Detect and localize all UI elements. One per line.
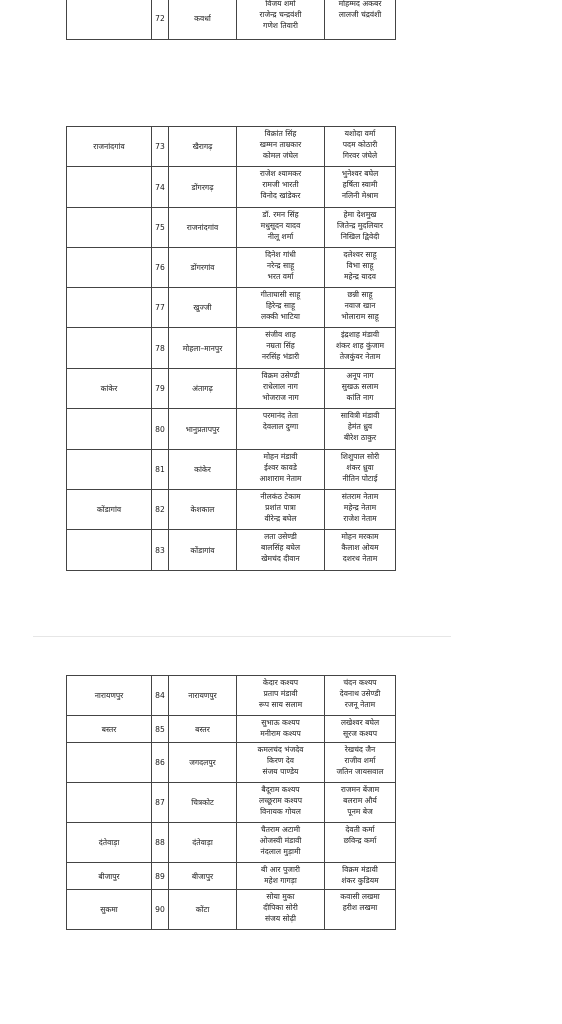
constituency-name-cell: अंतागढ़ <box>169 369 237 409</box>
candidate-name: हरीश लखमा <box>342 903 378 912</box>
candidate-name: कोमल जंघेल <box>262 151 299 160</box>
candidate-name: कवासी लखमा <box>340 892 380 901</box>
candidate-name: भोजराज नाग <box>262 393 299 402</box>
candidate-name: राजमन बेंजाम <box>340 785 380 794</box>
district-cell: नारायणपुर <box>67 676 152 716</box>
district-cell <box>67 288 152 328</box>
candidate-name: शिशुपाल सोरी <box>340 452 380 461</box>
table-row <box>67 328 396 369</box>
candidate-name: दिनेश गांधी <box>265 250 296 259</box>
candidate-name: जितेन्द्र मुदलियार <box>337 221 383 230</box>
table-row <box>67 530 396 571</box>
candidate-name: छन्नी साहू <box>347 290 373 299</box>
candidate-table-part-2 <box>66 126 396 571</box>
candidate-name: सुभाऊ कश्यप <box>261 718 300 727</box>
candidate-name: दलेश्वर साहू <box>343 250 377 259</box>
candidate-name: राजेश नेताम <box>343 514 377 523</box>
district-cell: राजनांदगांव <box>67 127 152 167</box>
candidate-name: बी आर पुजारी <box>261 865 300 874</box>
candidate-name: दीपिका सोरी <box>263 903 298 912</box>
constituency-name-cell: बीजापुर <box>169 863 237 890</box>
candidate-name: विभा साहू <box>346 261 374 270</box>
table-row <box>67 208 396 248</box>
candidate-list-cell-b <box>325 783 396 823</box>
table-row <box>67 369 396 409</box>
candidate-name: आशाराम नेताम <box>259 474 302 483</box>
candidate-name: केदार कश्यप <box>262 678 299 687</box>
candidate-name: मोहन मंडावी <box>263 452 298 461</box>
district-cell <box>67 328 152 369</box>
table-row <box>67 743 396 783</box>
candidate-name: मनीराम कश्यप <box>260 729 301 738</box>
candidate-name: नवाज खान <box>344 301 376 310</box>
candidate-name: रेखचंद जैन <box>344 745 376 754</box>
candidate-name: यशोदा वर्मा <box>344 129 376 138</box>
constituency-number-cell: 85 <box>152 716 169 743</box>
candidate-name: खम्मन ताम्रकार <box>259 140 302 149</box>
candidate-list-cell-b <box>325 743 396 783</box>
constituency-name-cell: केशकाल <box>169 490 237 530</box>
candidate-name: सावित्री मंडावी <box>340 411 380 420</box>
constituency-name-cell: कांकेर <box>169 450 237 490</box>
constituency-number-cell: 77 <box>152 288 169 328</box>
candidate-name: कैलाश ओयम <box>341 543 379 552</box>
district-cell: बीजापुर <box>67 863 152 890</box>
candidate-name: रामजी भारती <box>262 180 299 189</box>
candidate-name: खेमचंद दीवान <box>261 554 300 563</box>
constituency-name-cell: नारायणपुर <box>169 676 237 716</box>
constituency-number-cell: 82 <box>152 490 169 530</box>
constituency-number-cell: 79 <box>152 369 169 409</box>
candidate-name: नरसिंह भंडारी <box>261 352 300 361</box>
constituency-number-cell: 74 <box>152 167 169 208</box>
candidate-name: बालसिंह बघेल <box>261 543 300 552</box>
constituency-name-cell: जगदलपुर <box>169 743 237 783</box>
candidate-list-cell-a <box>237 167 325 208</box>
candidate-name: मोहन मरकाम <box>341 532 379 541</box>
candidate-name: नीलू शर्मा <box>267 232 294 241</box>
candidate-name: महेन्द्र नेताम <box>343 503 377 512</box>
candidate-name: नंदलाल मुड़ामी <box>260 847 301 856</box>
candidate-list-cell-b <box>325 863 396 890</box>
district-cell <box>67 248 152 288</box>
candidate-list-cell-a <box>237 743 325 783</box>
candidate-name: राजेश श्यामकर <box>259 169 302 178</box>
district-cell <box>67 783 152 823</box>
candidate-name: देवती कर्मा <box>345 825 375 834</box>
candidate-list-cell-b <box>325 890 396 930</box>
constituency-name-cell: मोहला–मानपुर <box>169 328 237 369</box>
constituency-name-cell: बस्तर <box>169 716 237 743</box>
candidate-list-cell-a <box>237 490 325 530</box>
candidate-name: नलिनी मेश्राम <box>341 191 379 200</box>
candidate-name: जतिन जायसवाल <box>336 767 384 776</box>
candidate-name: कमलचंद भंजदेव <box>257 745 304 754</box>
candidate-name: नीलकंठ टेकाम <box>260 492 301 501</box>
constituency-name-cell: डोंगरगांव <box>169 248 237 288</box>
candidate-list-cell-a <box>237 0 325 40</box>
district-cell: बस्तर <box>67 716 152 743</box>
table-row <box>67 248 396 288</box>
candidate-name: देवलाल दुग्गा <box>262 422 299 431</box>
candidate-list-cell-b <box>325 823 396 863</box>
constituency-name-cell: चित्रकोट <box>169 783 237 823</box>
candidate-list-cell-a <box>237 409 325 450</box>
constituency-number-cell: 84 <box>152 676 169 716</box>
candidate-name: हर्षिता स्वामी <box>342 180 378 189</box>
page-divider <box>33 636 451 637</box>
candidate-list-cell-a <box>237 716 325 743</box>
constituency-name-cell: खुज्जी <box>169 288 237 328</box>
candidate-name: प्रशांत पात्रा <box>265 503 296 512</box>
district-cell: कांकेर <box>67 369 152 409</box>
candidate-list-cell-b <box>325 0 396 40</box>
table-row <box>67 863 396 890</box>
candidate-name: नम्रता सिंह <box>266 341 295 350</box>
candidate-name: शंकर शाह कुंजाम <box>335 341 385 350</box>
table-row <box>67 716 396 743</box>
table-row <box>67 0 396 40</box>
table-row <box>67 127 396 167</box>
candidate-name: संतराम नेताम <box>341 492 379 501</box>
constituency-name-cell: खैरागढ़ <box>169 127 237 167</box>
candidate-name: बलराम और्य <box>343 796 377 805</box>
constituency-number-cell: 76 <box>152 248 169 288</box>
candidate-list-cell-a <box>237 890 325 930</box>
candidate-name: ओजस्वी मंडावी <box>259 836 302 845</box>
candidate-name: बीरेश ठाकुर <box>343 433 377 442</box>
constituency-number-cell: 72 <box>152 0 169 40</box>
candidate-name: विनायक गोयल <box>260 807 301 816</box>
candidate-name: हिरेन्द्र साहू <box>265 301 296 310</box>
table-row <box>67 409 396 450</box>
candidate-name: प्रताप मंडावी <box>263 689 298 698</box>
constituency-number-cell: 83 <box>152 530 169 571</box>
constituency-number-cell: 88 <box>152 823 169 863</box>
candidate-list-cell-a <box>237 208 325 248</box>
constituency-number-cell: 81 <box>152 450 169 490</box>
candidate-name: पूनम बेज <box>347 807 373 816</box>
candidate-name: नरेन्द्र साहू <box>266 261 295 270</box>
district-cell <box>67 409 152 450</box>
candidate-name: गिरवर जंघेले <box>342 151 378 160</box>
candidate-list-cell-b <box>325 409 396 450</box>
candidate-name: महेन्द्र यादव <box>344 272 376 281</box>
constituency-name-cell: डोंगरगढ़ <box>169 167 237 208</box>
constituency-number-cell: 78 <box>152 328 169 369</box>
candidate-name: लालजी चंद्रवंशी <box>338 10 382 19</box>
candidate-name: राधेलाल नाग <box>263 382 298 391</box>
candidate-name: दशरथ नेताम <box>342 554 378 563</box>
candidate-list-cell-b <box>325 450 396 490</box>
candidate-list-cell-a <box>237 369 325 409</box>
candidate-name: राजेन्द्र चन्द्रवंशी <box>259 10 302 19</box>
candidate-name: निखिल द्विवेदी <box>340 232 380 241</box>
candidate-name: सुखऊ सलाम <box>341 382 379 391</box>
candidate-name: लखेश्वर बघेल <box>340 718 380 727</box>
constituency-name-cell: राजनांदगांव <box>169 208 237 248</box>
constituency-name-cell: दंतेवाड़ा <box>169 823 237 863</box>
candidate-name: संजीव शाह <box>265 330 296 339</box>
candidate-list-cell-a <box>237 328 325 369</box>
candidate-list-cell-a <box>237 783 325 823</box>
candidate-name: भुनेश्वर बघेल <box>341 169 379 178</box>
candidate-name: भरत वर्मा <box>267 272 294 281</box>
candidate-name: मधुसूदन यादव <box>260 221 301 230</box>
candidate-name: विक्रांत सिंह <box>264 129 297 138</box>
district-cell <box>67 208 152 248</box>
candidate-name: शंकर कुडियम <box>341 876 379 885</box>
district-cell <box>67 743 152 783</box>
district-cell <box>67 530 152 571</box>
candidate-name: सोया मुका <box>266 892 295 901</box>
district-cell <box>67 167 152 208</box>
candidate-name: विनोद खांडेकर <box>260 191 301 200</box>
candidate-name: रजनू नेताम <box>344 700 376 709</box>
candidate-name: भोलाराम साहू <box>341 312 379 321</box>
candidate-list-cell-b <box>325 490 396 530</box>
constituency-name-cell: कवर्धा <box>169 0 237 40</box>
candidate-name: महेश गागड़ा <box>264 876 297 885</box>
district-cell: दंतेवाड़ा <box>67 823 152 863</box>
constituency-name-cell: भानुप्रतापपुर <box>169 409 237 450</box>
candidate-name: लता उसेण्डी <box>264 532 297 541</box>
table-row <box>67 890 396 930</box>
constituency-number-cell: 75 <box>152 208 169 248</box>
candidate-name: ईश्वर कावडे <box>264 463 297 472</box>
candidate-name: चंदन कश्यप <box>343 678 377 687</box>
candidate-name: लच्छूराम कश्यप <box>258 796 303 805</box>
candidate-name: सूरज कश्यप <box>342 729 378 738</box>
candidate-list-cell-a <box>237 530 325 571</box>
table-row <box>67 450 396 490</box>
candidate-list-cell-b <box>325 248 396 288</box>
candidate-list-cell-a <box>237 248 325 288</box>
district-cell: कोंडागांव <box>67 490 152 530</box>
district-cell <box>67 0 152 40</box>
candidate-name: शंकर ध्रुवा <box>346 463 374 472</box>
candidate-name: परमानंद तेता <box>262 411 299 420</box>
district-cell <box>67 450 152 490</box>
candidate-name: पदम कोठारी <box>342 140 378 149</box>
candidate-name: विजय शर्मा <box>265 0 296 8</box>
candidate-name: हेमंत ध्रुव <box>347 422 373 431</box>
candidate-list-cell-a <box>237 823 325 863</box>
candidate-name: किरण देव <box>266 756 295 765</box>
table-row <box>67 676 396 716</box>
candidate-name: हेमा देशमुख <box>343 210 377 219</box>
constituency-number-cell: 87 <box>152 783 169 823</box>
table-row <box>67 167 396 208</box>
candidate-list-cell-a <box>237 288 325 328</box>
candidate-name: विक्रम मंडावी <box>342 865 378 874</box>
candidate-list-cell-a <box>237 450 325 490</box>
candidate-list-cell-b <box>325 328 396 369</box>
candidate-name: चैतराम अटामी <box>260 825 301 834</box>
candidate-name: विक्रम उसेण्डी <box>261 371 300 380</box>
candidate-list-cell-b <box>325 167 396 208</box>
candidate-name: संजय पाण्डेय <box>262 767 299 776</box>
candidate-name: गणेश तिवारी <box>263 21 298 30</box>
candidate-name: राजीव शर्मा <box>344 756 376 765</box>
candidate-name: तेजकुंवर नेताम <box>339 352 381 361</box>
candidate-list-cell-b <box>325 676 396 716</box>
constituency-number-cell: 90 <box>152 890 169 930</box>
table-row <box>67 783 396 823</box>
candidate-name: इंद्रशाह मंडावी <box>340 330 380 339</box>
candidate-name: संजय सोढ़ी <box>265 914 296 923</box>
candidate-list-cell-b <box>325 530 396 571</box>
candidate-name: देवनाथ उसेण्डी <box>339 689 381 698</box>
constituency-name-cell: कोंडागांव <box>169 530 237 571</box>
candidate-name: कांति नाग <box>346 393 374 402</box>
candidate-name: डॉ. रमन सिंह <box>262 210 299 219</box>
candidate-name: छविन्द्र कर्मा <box>343 836 377 845</box>
candidate-list-cell-b <box>325 369 396 409</box>
candidate-table-part-3 <box>66 675 396 930</box>
constituency-name-cell: कोंटा <box>169 890 237 930</box>
candidate-list-cell-b <box>325 127 396 167</box>
candidate-list-cell-b <box>325 716 396 743</box>
candidate-name: मोहम्मद अकबर <box>338 0 382 8</box>
candidate-list-cell-b <box>325 208 396 248</box>
constituency-number-cell: 73 <box>152 127 169 167</box>
candidate-name: गीताघासी साहू <box>260 290 301 299</box>
candidate-name: बैदूराम कश्यप <box>261 785 300 794</box>
candidate-list-cell-a <box>237 676 325 716</box>
constituency-number-cell: 86 <box>152 743 169 783</box>
table-row <box>67 823 396 863</box>
constituency-number-cell: 89 <box>152 863 169 890</box>
candidate-list-cell-b <box>325 288 396 328</box>
candidate-name: वीरेन्द्र बघेल <box>264 514 297 523</box>
table-row <box>67 490 396 530</box>
candidate-name: अनूप नाग <box>346 371 374 380</box>
district-cell: सुकमा <box>67 890 152 930</box>
candidate-table-part-1 <box>66 0 396 40</box>
candidate-name: रूप साय सलाम <box>258 700 303 709</box>
table-row <box>67 288 396 328</box>
candidate-name: लक्की भाटिया <box>261 312 300 321</box>
candidate-list-cell-a <box>237 127 325 167</box>
candidate-list-cell-a <box>237 863 325 890</box>
constituency-number-cell: 80 <box>152 409 169 450</box>
candidate-name: नीतिन पोटाई <box>342 474 378 483</box>
